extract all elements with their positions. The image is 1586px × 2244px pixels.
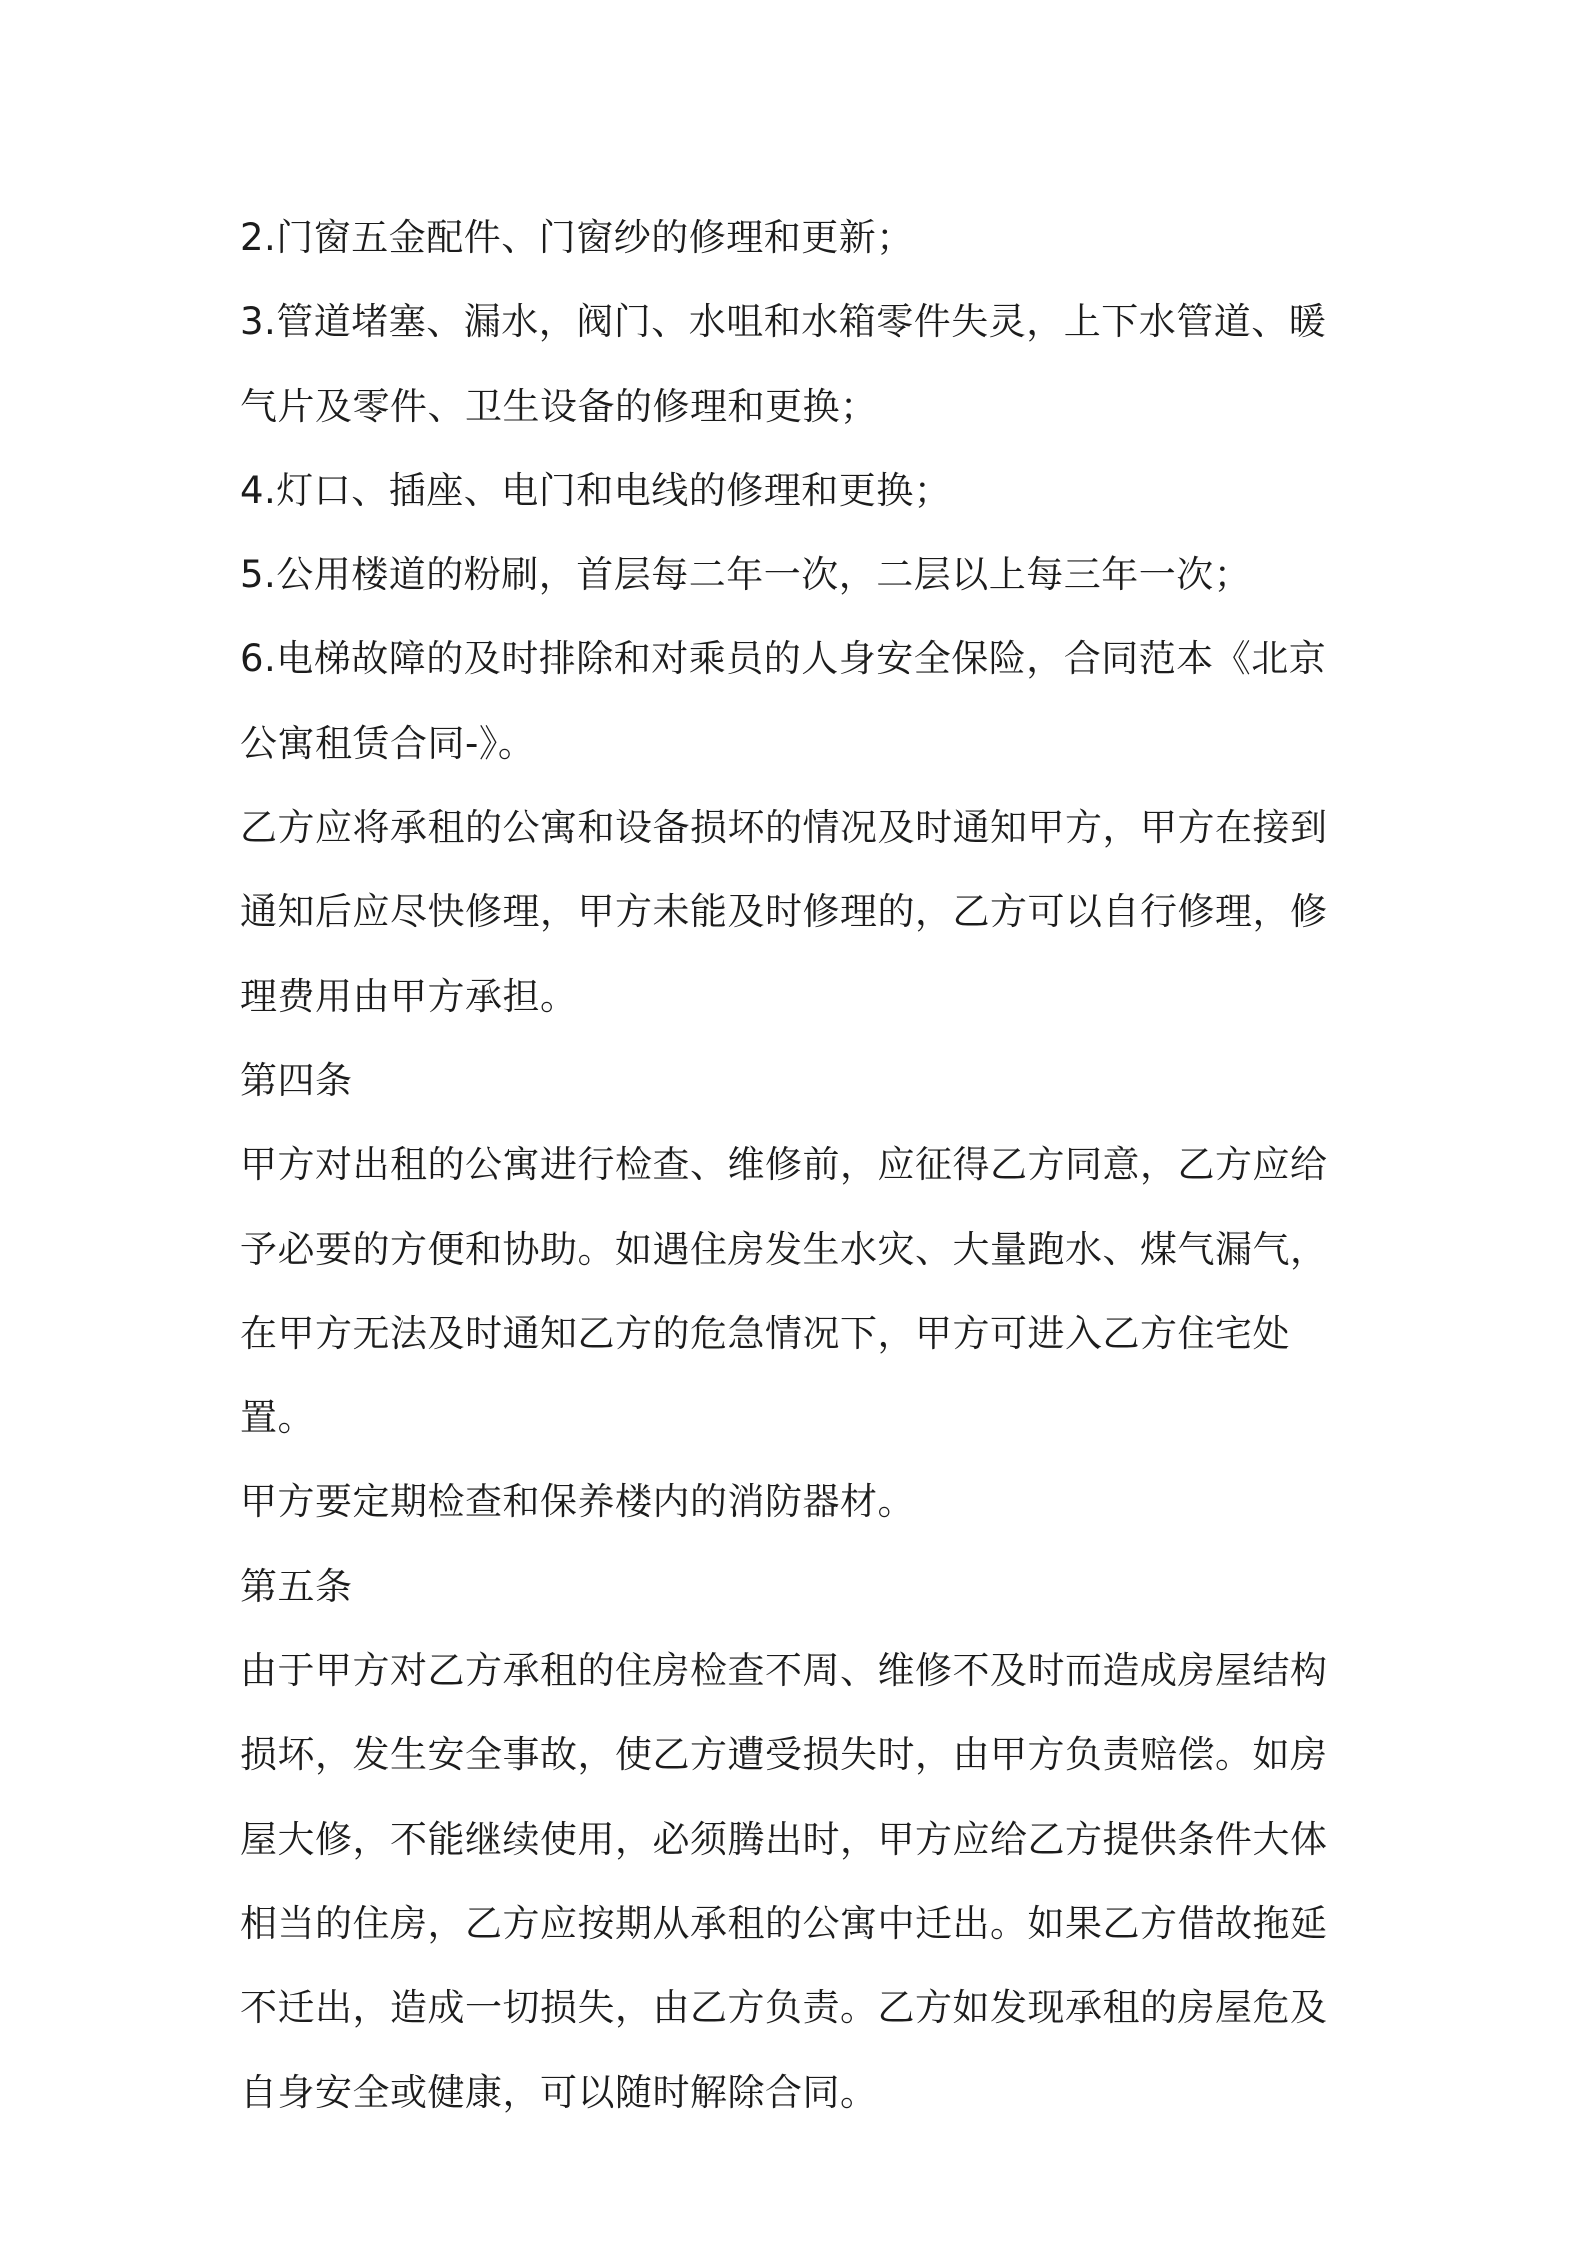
fire-equipment-paragraph: 甲方要定期检查和保养楼内的消防器材。 xyxy=(240,1480,915,1524)
article-4-heading: 第四条 xyxy=(240,1058,353,1102)
article-5-paragraph: 由于甲方对乙方承租的住房检查不周、维修不及时而造成房屋结构损坏，发生安全事故，使乙方遭受损失时，由甲方负责赔偿。如房屋大修，不能继续使用，必须腾出时，甲方应给乙方提供条件大体相当的住房，乙方应按期从承租的公寓中迁出。如果乙方借故拖延不迁出，造成一切损失，由乙方负责。乙方如发现承租的房屋危及自身安全或健康，可以随时解除合同。 xyxy=(240,1649,1328,2114)
document-body xyxy=(240,196,1360,2135)
list-item-2: 2.门窗五金配件、门窗纱的修理和更新； xyxy=(240,216,914,259)
list-item-6: 6.电梯故障的及时排除和对乘员的人身安全保险，合同范本《北京公寓租赁合同-》。 xyxy=(240,637,1327,765)
repair-notice-paragraph: 乙方应将承租的公寓和设备损坏的情况及时通知甲方，甲方在接到通知后应尽快修理，甲方未能及时修理的，乙方可以自行修理，修理费用由甲方承担。 xyxy=(240,806,1328,1018)
list-item-5: 5.公用楼道的粉刷，首层每二年一次，二层以上每三年一次； xyxy=(240,553,1252,597)
list-item-4: 4.灯口、插座、电门和电线的修理和更换； xyxy=(240,468,952,512)
article-5-heading: 第五条 xyxy=(240,1564,353,1608)
list-item-3: 3.管道堵塞、漏水，阀门、水咀和水箱零件失灵，上下水管道、暖气片及零件、卫生设备的修理和更换； xyxy=(240,300,1327,428)
article-4-paragraph: 甲方对出租的公寓进行检查、维修前，应征得乙方同意，乙方应给予必要的方便和协助。如遇住房发生水灾、大量跑水、煤气漏气，在甲方无法及时通知乙方的危急情况下，甲方可进入乙方住宅处置。 xyxy=(240,1143,1328,1440)
